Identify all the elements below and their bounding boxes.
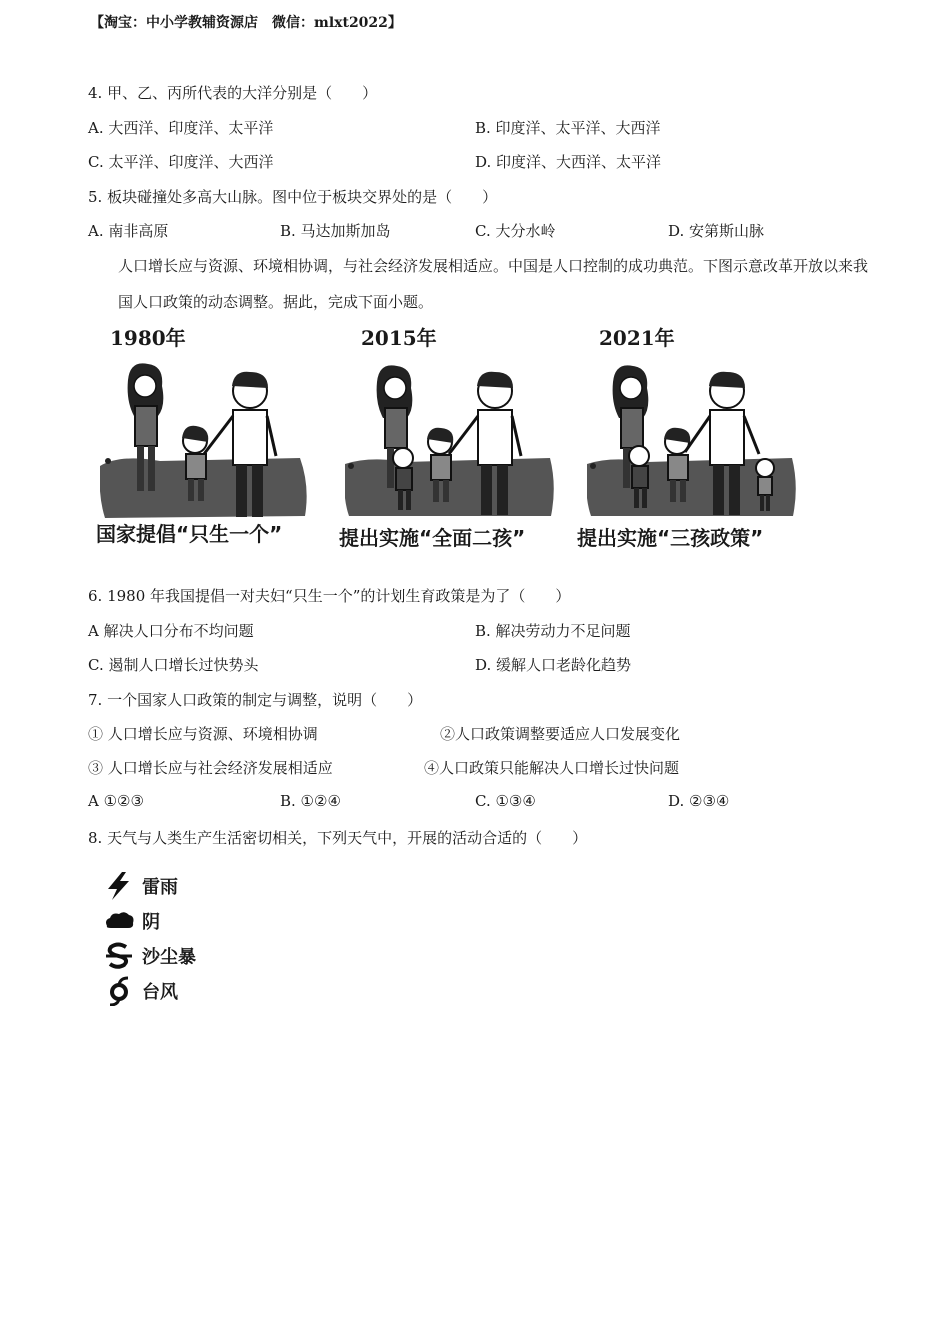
typhoon-icon — [102, 976, 136, 1006]
q8-stem: 8. 天气与人类生产生活密切相关，下列天气中，开展的活动合适的（ ） — [88, 829, 588, 847]
q4-option-b: B. 印度洋、太平洋、大西洋 — [475, 119, 661, 137]
figure-panel-1980 — [96, 322, 335, 552]
q7-statement-1: ① 人口增长应与资源、环境相协调 — [88, 725, 318, 743]
q7-statement-3: ③ 人口增长应与社会经济发展相适应 — [88, 759, 333, 777]
legend-label: 雷雨 — [142, 876, 178, 898]
panel-caption: 提出实施“三孩政策” — [577, 526, 764, 550]
q6-option-d: D. 缓解人口老龄化趋势 — [475, 656, 632, 674]
panel-year: 2015年 — [361, 326, 437, 350]
q6-stem: 6. 1980 年我国提倡一对夫妇“只生一个”的计划生育政策是为了（ ） — [88, 587, 571, 605]
q6-option-c: C. 遏制人口增长过快势头 — [88, 656, 259, 674]
q5-stem: 5. 板块碰撞处多高大山脉。图中位于板块交界处的是（ ） — [88, 188, 498, 206]
intro-text: 人口增长应与资源、环境相协调，与社会经济发展相适应。中国是人口控制的成功典范。下图示意改革开放以来我国人口政策的动态调整。据此，完成下面小题。 — [118, 257, 869, 311]
q7-option-c: C. ①③④ — [475, 792, 536, 810]
legend-label: 沙尘暴 — [142, 946, 196, 968]
panel-year: 2021年 — [599, 326, 675, 350]
q7-statement-2: ②人口政策调整要适应人口发展变化 — [440, 725, 681, 743]
q7-statement-4: ④人口政策只能解决人口增长过快问题 — [424, 759, 680, 777]
weather-legend — [102, 868, 196, 1008]
legend-item-typhoon — [102, 973, 196, 1008]
q5-option-a: A. 南非高原 — [88, 222, 169, 240]
q6-option-b: B. 解决劳动力不足问题 — [475, 622, 631, 640]
panel-caption: 国家提倡“只生一个” — [96, 522, 283, 546]
legend-label: 台风 — [142, 981, 178, 1003]
legend-item-sandstorm — [102, 938, 196, 973]
intro-paragraph — [118, 248, 870, 320]
legend-item-overcast — [102, 903, 196, 938]
panel-year: 1980年 — [110, 326, 186, 350]
q5-option-d: D. 安第斯山脉 — [668, 222, 765, 240]
q4-option-d: D. 印度洋、大西洋、太平洋 — [475, 153, 662, 171]
q5-option-b: B. 马达加斯加岛 — [280, 222, 391, 240]
q4-stem: 4. 甲、乙、丙所代表的大洋分别是（ ） — [88, 84, 378, 102]
q7-option-b: B. ①②④ — [280, 792, 341, 810]
panel-caption: 提出实施“全面二孩” — [339, 526, 526, 550]
family-illustration-one-child — [100, 346, 330, 536]
cloud-icon — [102, 906, 136, 936]
q7-option-a: A ①②③ — [88, 792, 144, 810]
figure-panel-2015 — [339, 322, 580, 552]
q5-option-c: C. 大分水岭 — [475, 222, 556, 240]
q7-stem: 7. 一个国家人口政策的制定与调整，说明（ ） — [88, 691, 423, 709]
page-header: 【淘宝：中小学教辅资源店 微信：mlxt2022】 — [90, 15, 402, 31]
q6-option-a: A 解决人口分布不均问题 — [88, 622, 254, 640]
family-illustration-three-children — [587, 346, 817, 536]
q4-option-c: C. 太平洋、印度洋、大西洋 — [88, 153, 274, 171]
legend-item-thunderstorm — [102, 868, 196, 903]
figure-panel-2021 — [577, 322, 822, 552]
legend-label: 阴 — [142, 911, 160, 933]
family-illustration-two-children — [345, 346, 575, 536]
q7-option-d: D. ②③④ — [668, 792, 730, 810]
sandstorm-icon — [102, 941, 136, 971]
lightning-icon — [102, 871, 136, 901]
q4-option-a: A. 大西洋、印度洋、太平洋 — [88, 119, 274, 137]
